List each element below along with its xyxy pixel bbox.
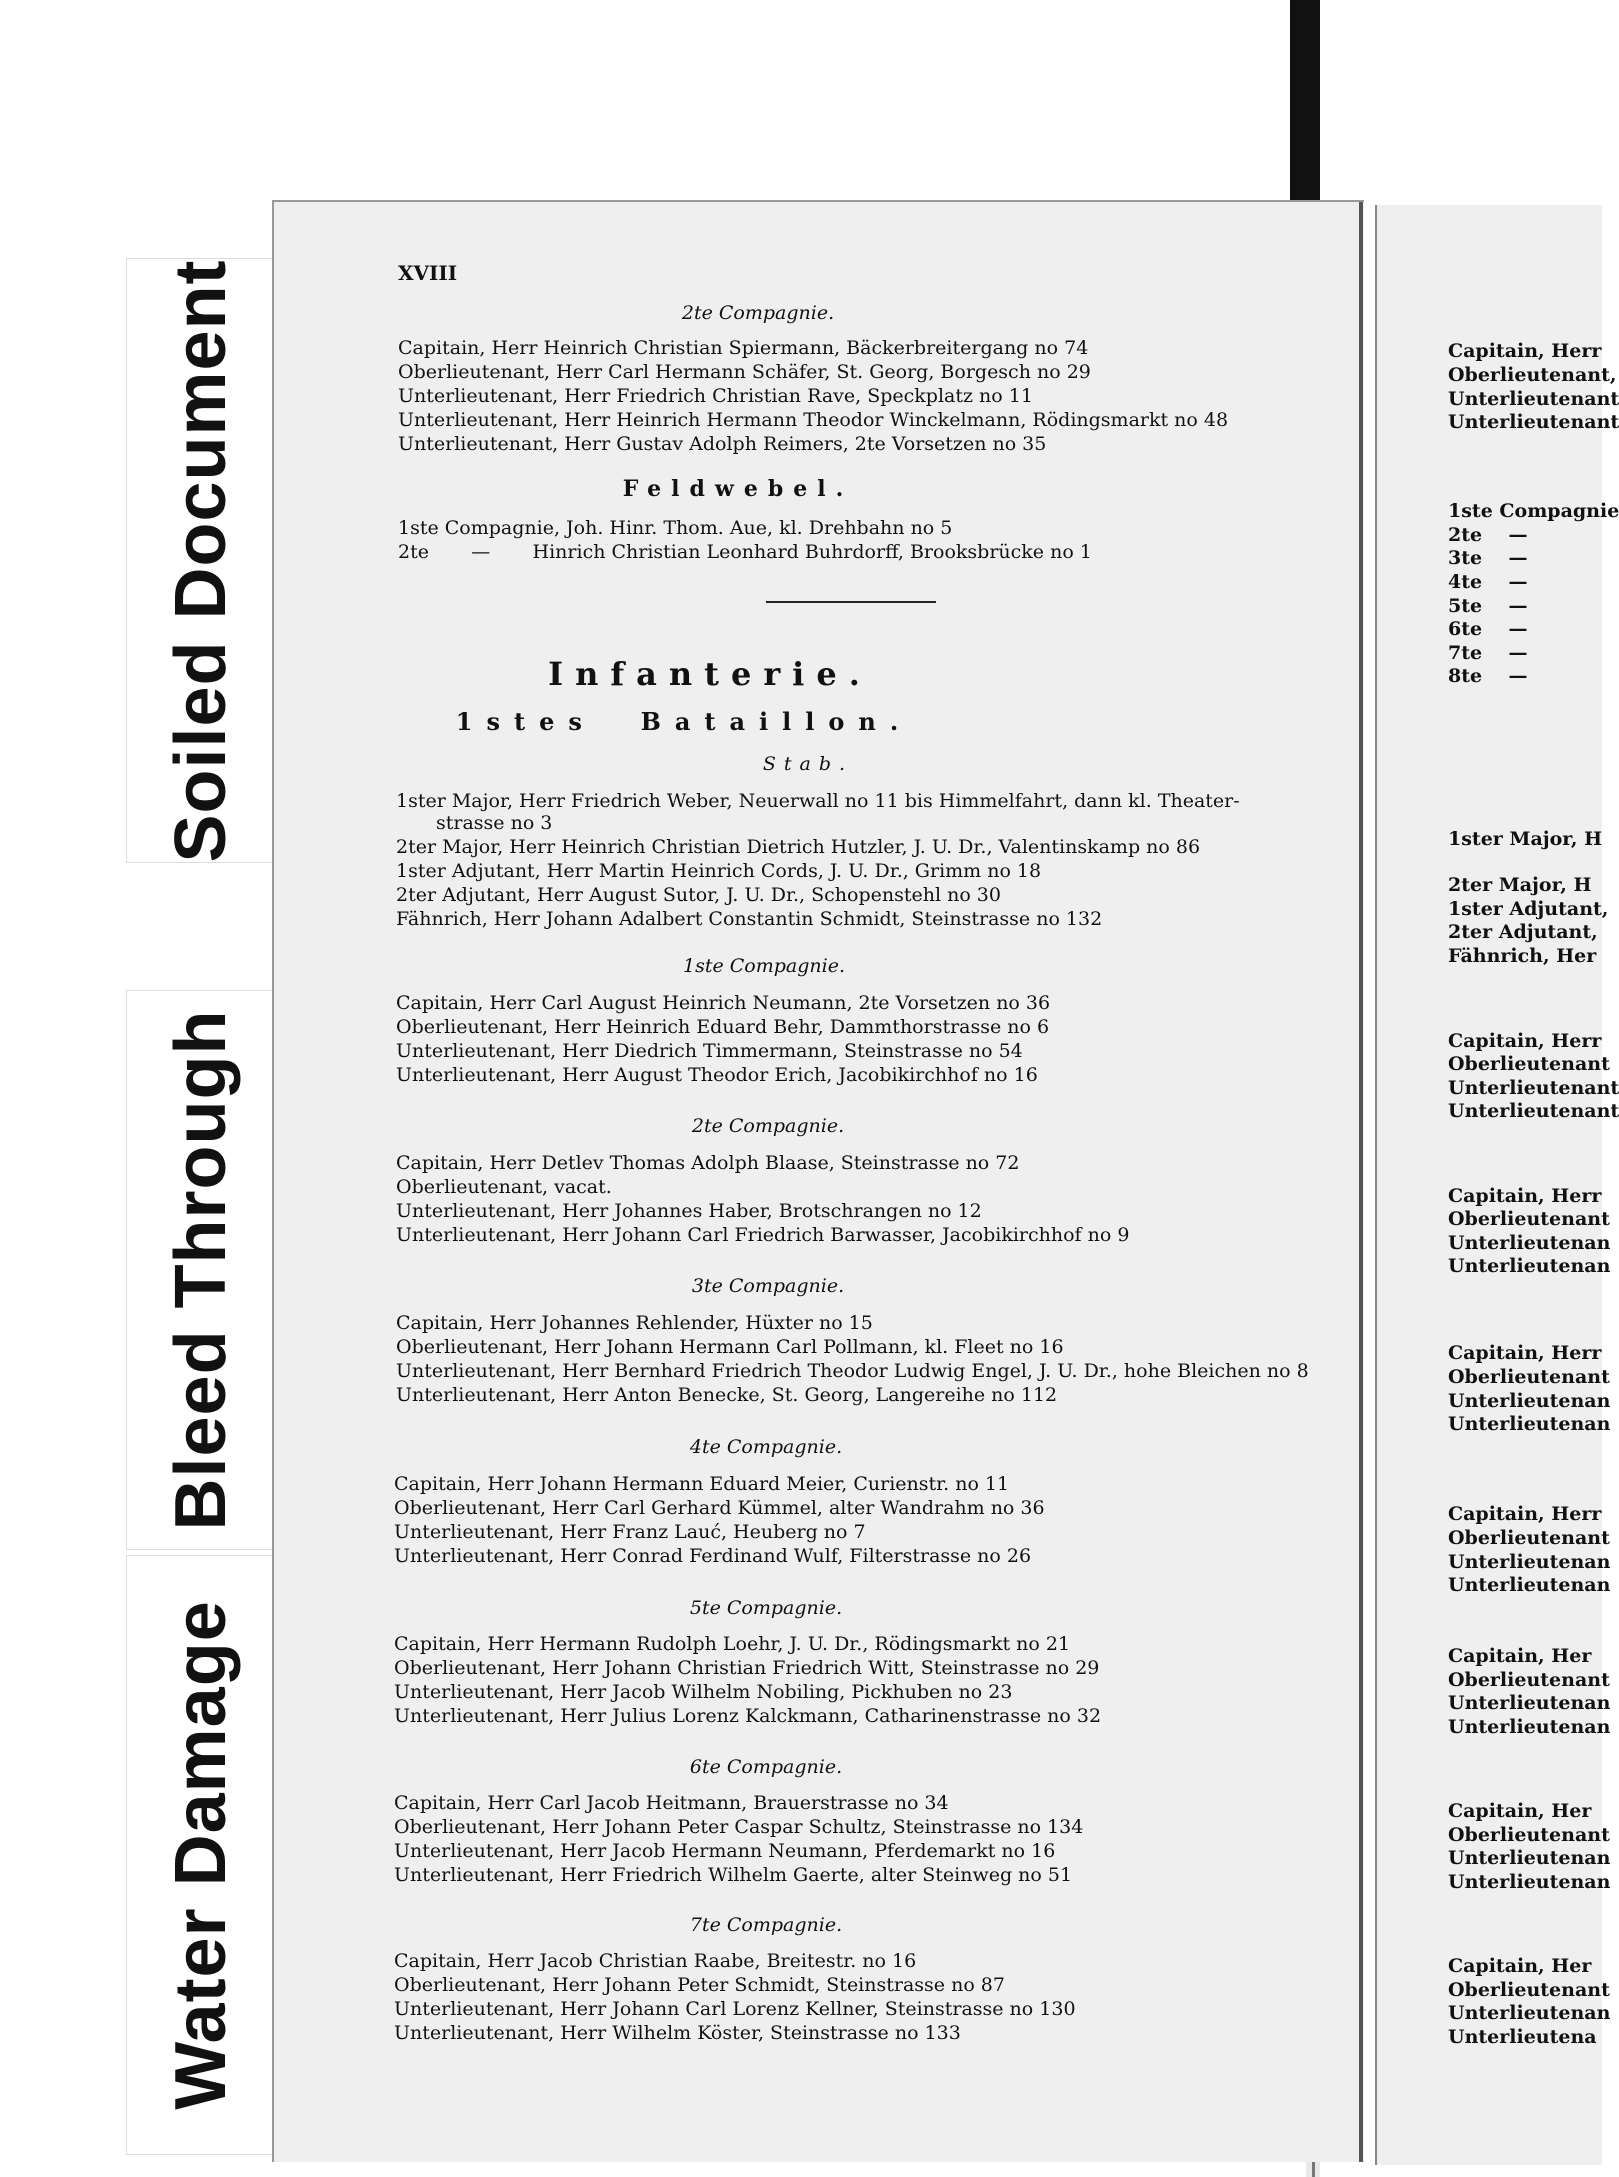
facing-line: Capitain, Herr <box>1448 340 1602 362</box>
facing-line: Capitain, Her <box>1448 1800 1592 1822</box>
entry-line: Capitain, Herr Carl August Heinrich Neumann, 2te Vorsetzen no 36 <box>396 992 1051 1014</box>
entry-line: Unterlieutenant, Herr Johann Carl Friedrich Barwasser, Jacobikirchhof no 9 <box>396 1224 1130 1246</box>
entry-line: Unterlieutenant, Herr Julius Lorenz Kalckmann, Catharinenstrasse no 32 <box>394 1705 1102 1727</box>
entry-line: Capitain, Herr Johannes Rehlender, Hüxter no 15 <box>396 1312 873 1334</box>
entry-line: Unterlieutenant, Herr Friedrich Wilhelm Gaerte, alter Steinweg no 51 <box>394 1864 1073 1886</box>
facing-line: Unterlieutenan <box>1448 1692 1611 1714</box>
infanterie-heading: Infanterie. <box>548 655 872 693</box>
section-title: 2te Compagnie. <box>691 1115 845 1137</box>
facing-line: 3te — <box>1448 547 1528 569</box>
facing-line: Unterlieutenan <box>1448 1551 1611 1573</box>
page-number: XVIII <box>398 261 458 285</box>
facing-line: 2te — <box>1448 524 1528 546</box>
label-soiled-text: Soiled Document <box>161 258 241 863</box>
facing-line: Fähnrich, Her <box>1448 945 1597 967</box>
facing-line: Capitain, Herr <box>1448 1185 1602 1207</box>
section-title: 7te Compagnie. <box>689 1914 843 1936</box>
facing-line: Oberlieutenant <box>1448 1979 1610 2001</box>
entry-line: Unterlieutenant, Herr Franz Lauć, Heuberg no 7 <box>394 1521 866 1543</box>
label-bleed-through <box>126 990 276 1550</box>
entry-line: Unterlieutenant, Herr Heinrich Hermann Theodor Winckelmann, Rödingsmarkt no 48 <box>398 409 1229 431</box>
facing-line: Capitain, Herr <box>1448 1030 1602 1052</box>
facing-line: Oberlieutenant <box>1448 1208 1610 1230</box>
facing-line: 4te — <box>1448 571 1528 593</box>
facing-line: Unterlieutenan <box>1448 1255 1611 1277</box>
facing-line: 5te — <box>1448 595 1528 617</box>
entry-line: Unterlieutenant, Herr Conrad Ferdinand Wulf, Filterstrasse no 26 <box>394 1545 1032 1567</box>
divider-rule <box>766 601 936 603</box>
facing-line: 1ste Compagnie <box>1448 500 1619 522</box>
facing-line: Unterlieutenan <box>1448 1847 1611 1869</box>
facing-line: Unterlieutenan <box>1448 1716 1611 1738</box>
facing-line: Oberlieutenant <box>1448 1527 1610 1549</box>
facing-line: Oberlieutenant <box>1448 1053 1610 1075</box>
entry-line: Unterlieutenant, Herr Wilhelm Köster, Steinstrasse no 133 <box>394 2022 961 2044</box>
entry-line: Capitain, Herr Jacob Christian Raabe, Breitestr. no 16 <box>394 1950 917 1972</box>
facing-line: Oberlieutenant <box>1448 1366 1610 1388</box>
entry-line: Unterlieutenant, Herr Diedrich Timmermann, Steinstrasse no 54 <box>396 1040 1023 1062</box>
bataillon-heading: 1stes Bataillon. <box>455 707 913 736</box>
facing-line: 1ster Major, H <box>1448 828 1603 850</box>
section-title: 5te Compagnie. <box>689 1597 843 1619</box>
entry-line: Oberlieutenant, Herr Heinrich Eduard Behr, Dammthorstrasse no 6 <box>396 1016 1050 1038</box>
entry-line: Unterlieutenant, Herr Anton Benecke, St. Georg, Langereihe no 112 <box>396 1384 1058 1406</box>
facing-line: Unterlieutenant <box>1448 1077 1619 1099</box>
facing-line: 7te — <box>1448 642 1528 664</box>
facing-line: 6te — <box>1448 618 1528 640</box>
facing-line: Unterlieutenan <box>1448 1232 1611 1254</box>
facing-line: Capitain, Her <box>1448 1645 1592 1667</box>
entry-line: 1ste Compagnie, Joh. Hinr. Thom. Aue, kl. Drehbahn no 5 <box>398 517 953 539</box>
entry-line: Oberlieutenant, vacat. <box>396 1176 612 1198</box>
section-title: 1ste Compagnie. <box>682 955 845 977</box>
entry-line: 1ster Major, Herr Friedrich Weber, Neuerwall no 11 bis Himmelfahrt, dann kl. Theater- <box>396 790 1240 812</box>
facing-line: Unterlieutenan <box>1448 2002 1611 2024</box>
section-title: 6te Compagnie. <box>689 1756 843 1778</box>
feldwebel-heading: Feldwebel. <box>622 476 854 502</box>
section-title: 2te Compagnie. <box>681 302 835 324</box>
facing-line: 1ster Adjutant, <box>1448 898 1609 920</box>
entry-line: Capitain, Herr Heinrich Christian Spiermann, Bäckerbreitergang no 74 <box>398 337 1089 359</box>
section-title: 4te Compagnie. <box>689 1436 843 1458</box>
entry-line: Oberlieutenant, Herr Carl Hermann Schäfer, St. Georg, Borgesch no 29 <box>398 361 1091 383</box>
entry-line: Unterlieutenant, Herr Jacob Wilhelm Nobiling, Pickhuben no 23 <box>394 1681 1013 1703</box>
entry-line: Unterlieutenant, Herr Jacob Hermann Neumann, Pferdemarkt no 16 <box>394 1840 1056 1862</box>
entry-line: 1ster Adjutant, Herr Martin Heinrich Cords, J. U. Dr., Grimm no 18 <box>396 860 1042 882</box>
entry-line: Oberlieutenant, Herr Carl Gerhard Kümmel, alter Wandrahm no 36 <box>394 1497 1045 1519</box>
label-bleed-text: Bleed Through <box>161 1009 241 1531</box>
entry-line: Capitain, Herr Detlev Thomas Adolph Blaase, Steinstrasse no 72 <box>396 1152 1020 1174</box>
entry-line: Oberlieutenant, Herr Johann Hermann Carl Pollmann, kl. Fleet no 16 <box>396 1336 1064 1358</box>
facing-line: Oberlieutenant <box>1448 1669 1610 1691</box>
facing-line: Oberlieutenant <box>1448 1824 1610 1846</box>
facing-line: 2ter Major, H <box>1448 874 1592 896</box>
facing-line: Capitain, Her <box>1448 1955 1592 1977</box>
facing-line: 8te — <box>1448 665 1528 687</box>
entry-line: Unterlieutenant, Herr August Theodor Erich, Jacobikirchhof no 16 <box>396 1064 1038 1086</box>
entry-line: 2te — Hinrich Christian Leonhard Buhrdorff, Brooksbrücke no 1 <box>398 541 1092 563</box>
label-soiled-document <box>126 258 276 863</box>
entry-line: strasse no 3 <box>436 812 553 834</box>
entry-line: Oberlieutenant, Herr Johann Peter Schmidt, Steinstrasse no 87 <box>394 1974 1005 1996</box>
stab-heading: Stab. <box>762 753 854 775</box>
page-gutter <box>1359 202 1363 2162</box>
facing-line: Unterlieutenan <box>1448 1390 1611 1412</box>
entry-line: Unterlieutenant, Herr Johannes Haber, Brotschrangen no 12 <box>396 1200 982 1222</box>
section-title: 3te Compagnie. <box>691 1275 845 1297</box>
facing-line: Unterlieutenant <box>1448 411 1619 433</box>
entry-line: Unterlieutenant, Herr Gustav Adolph Reimers, 2te Vorsetzen no 35 <box>398 433 1047 455</box>
spine-dark-strip <box>1290 0 1320 200</box>
facing-line: 2ter Adjutant, <box>1448 921 1598 943</box>
entry-line: Oberlieutenant, Herr Johann Christian Friedrich Witt, Steinstrasse no 29 <box>394 1657 1100 1679</box>
facing-line: Unterlieutenant <box>1448 388 1619 410</box>
entry-line: Capitain, Herr Johann Hermann Eduard Meier, Curienstr. no 11 <box>394 1473 1010 1495</box>
facing-line: Unterlieutenan <box>1448 1413 1611 1435</box>
label-water-damage <box>126 1555 276 2155</box>
entry-line: Unterlieutenant, Herr Friedrich Christian Rave, Speckplatz no 11 <box>398 385 1033 407</box>
facing-line: Unterlieutena <box>1448 2026 1597 2048</box>
facing-line: Capitain, Herr <box>1448 1342 1602 1364</box>
entry-line: 2ter Major, Herr Heinrich Christian Dietrich Hutzler, J. U. Dr., Valentinskamp no 86 <box>396 836 1201 858</box>
facing-line: Unterlieutenan <box>1448 1574 1611 1596</box>
entry-line: 2ter Adjutant, Herr August Sutor, J. U. Dr., Schopenstehl no 30 <box>396 884 1001 906</box>
facing-line: Oberlieutenant, <box>1448 364 1617 386</box>
entry-line: Fähnrich, Herr Johann Adalbert Constantin Schmidt, Steinstrasse no 132 <box>396 908 1103 930</box>
entry-line: Unterlieutenant, Herr Bernhard Friedrich Theodor Ludwig Engel, J. U. Dr., hohe Bleichen no 8 <box>396 1360 1309 1382</box>
entry-line: Capitain, Herr Hermann Rudolph Loehr, J. U. Dr., Rödingsmarkt no 21 <box>394 1633 1071 1655</box>
entry-line: Unterlieutenant, Herr Johann Carl Lorenz Kellner, Steinstrasse no 130 <box>394 1998 1076 2020</box>
facing-line: Capitain, Herr <box>1448 1503 1602 1525</box>
entry-line: Oberlieutenant, Herr Johann Peter Caspar Schultz, Steinstrasse no 134 <box>394 1816 1084 1838</box>
facing-line: Unterlieutenant <box>1448 1100 1619 1122</box>
facing-line: Unterlieutenan <box>1448 1871 1611 1893</box>
label-water-text: Water Damage <box>161 1600 241 2110</box>
entry-line: Capitain, Herr Carl Jacob Heitmann, Brauerstrasse no 34 <box>394 1792 949 1814</box>
